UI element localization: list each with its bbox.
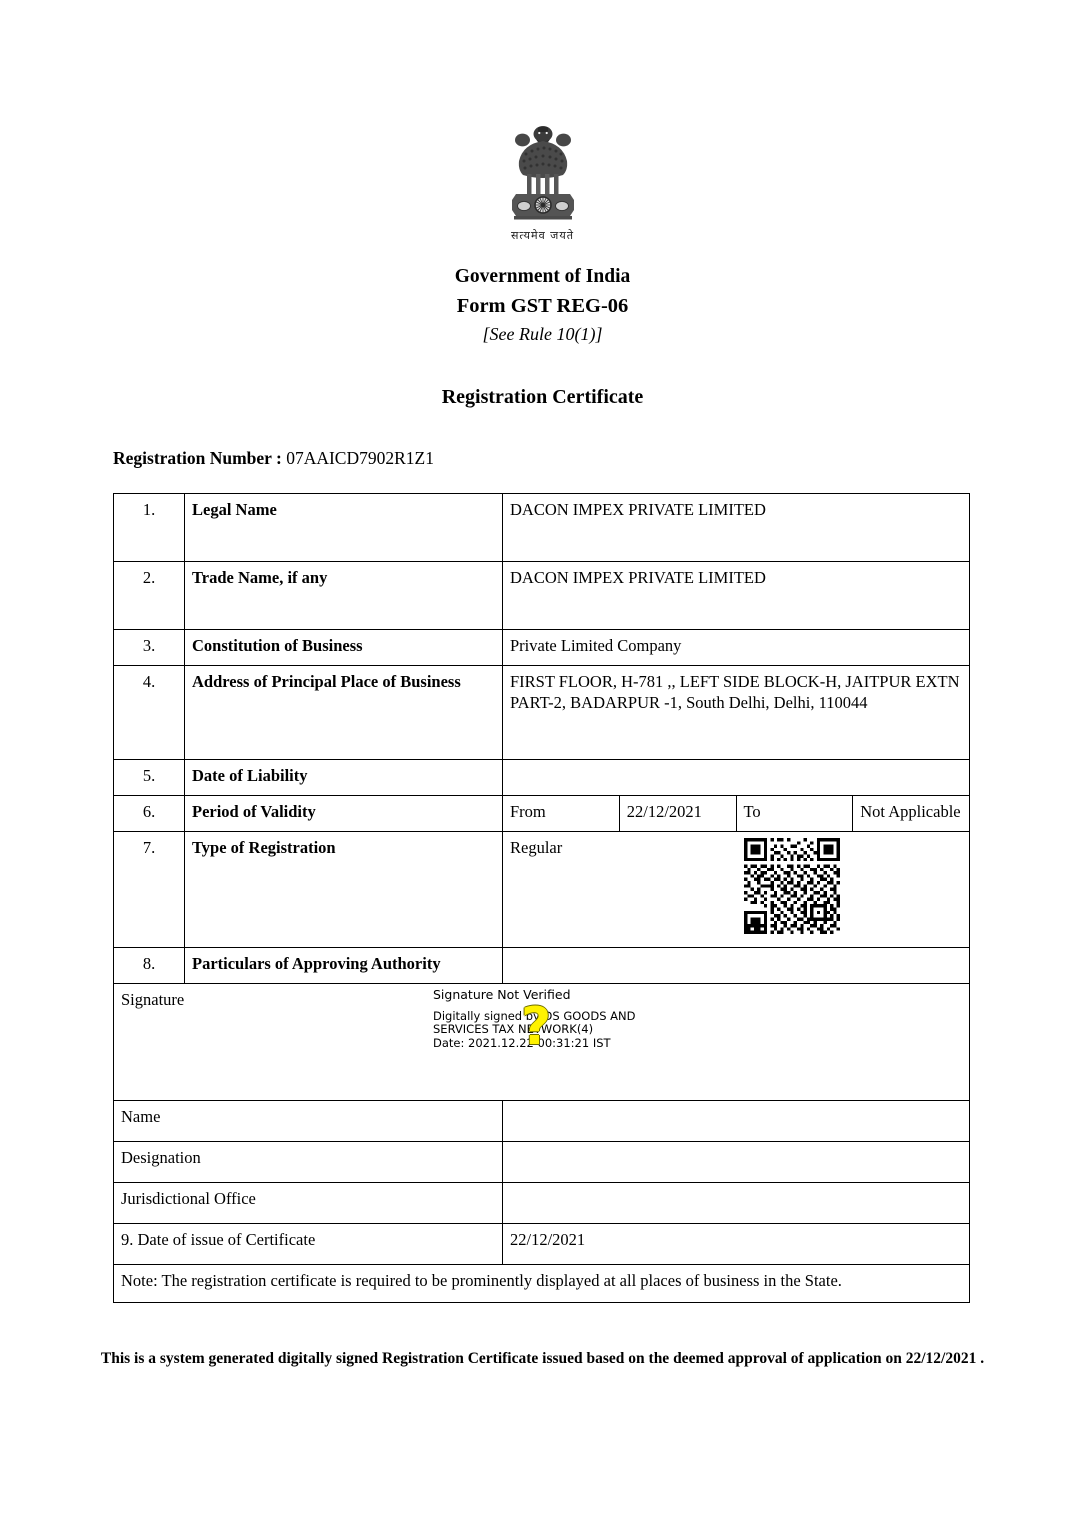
- signature-date-line: Date: 2021.12.22 00:31:21 IST: [433, 1035, 611, 1050]
- system-generated-footer: This is a system generated digitally signed Registration Certificate issued based on the deemed approval of application on 22/12/2021 .: [100, 1350, 985, 1367]
- approving-authority-value: [503, 948, 970, 984]
- jurisdictional-office-value: [503, 1183, 970, 1224]
- type-of-registration-cell: [503, 832, 970, 948]
- authority-designation-label: Designation: [114, 1142, 503, 1183]
- note-row: [114, 1265, 970, 1303]
- address-value: FIRST FLOOR, H-781 ,, LEFT SIDE BLOCK-H, JAITPUR EXTN PART-2, BADARPUR -1, South Delhi, Delhi, 110044: [503, 666, 970, 760]
- validity-from-label: From: [503, 796, 620, 832]
- registration-number-value: 07AAICD7902R1Z1: [286, 448, 434, 468]
- rule-reference: [See Rule 10(1)]: [482, 324, 603, 344]
- date-of-liability-value: [503, 760, 970, 796]
- india-national-emblem-icon: [500, 118, 586, 227]
- validity-to-value: Not Applicable: [853, 796, 970, 832]
- authority-name-value: [503, 1101, 970, 1142]
- trade-name-label: Trade Name, if any: [185, 562, 503, 630]
- constitution-label: Constitution of Business: [185, 630, 503, 666]
- emblem-motto: सत्यमेव जयते: [510, 229, 574, 242]
- qr-code-icon: [744, 838, 840, 934]
- certificate-details-table: [113, 493, 970, 1303]
- validity-to-label: To: [736, 796, 853, 832]
- table-row: [114, 760, 970, 796]
- signature-signer-line2: SERVICES TAX NETWORK(4): [433, 1022, 594, 1037]
- form-heading: Form GST REG-06: [456, 295, 629, 317]
- table-row: [114, 562, 970, 630]
- row-number: 2.: [114, 562, 185, 630]
- constitution-value: Private Limited Company: [503, 630, 970, 666]
- table-row: [114, 796, 970, 832]
- page-title: Registration Certificate: [441, 386, 644, 408]
- row-number: 8.: [114, 948, 185, 984]
- row-number: 5.: [114, 760, 185, 796]
- authority-designation-value: [503, 1142, 970, 1183]
- table-row: [114, 1224, 970, 1265]
- digital-signature-stamp: [433, 987, 693, 1057]
- legal-name-label: Legal Name: [185, 494, 503, 562]
- type-of-registration-value: Regular: [510, 838, 563, 857]
- registration-number-label: Registration Number :: [113, 448, 282, 468]
- address-label: Address of Principal Place of Business: [185, 666, 503, 760]
- validity-from-value: 22/12/2021: [619, 796, 736, 832]
- signature-cell: [114, 984, 970, 1101]
- table-row: [114, 494, 970, 562]
- row-number: 7.: [114, 832, 185, 948]
- authority-name-label: Name: [114, 1101, 503, 1142]
- signature-label: Signature: [121, 990, 185, 1009]
- signature-warning-icon: ?: [521, 997, 552, 1057]
- table-row: [114, 630, 970, 666]
- display-note: Note: The registration certificate is required to be prominently displayed at all places of business in the State.: [114, 1265, 970, 1303]
- emblem-block: [0, 118, 1085, 243]
- issue-date-label: 9. Date of issue of Certificate: [114, 1224, 503, 1265]
- table-row: [114, 948, 970, 984]
- validity-label: Period of Validity: [185, 796, 503, 832]
- date-of-liability-label: Date of Liability: [185, 760, 503, 796]
- type-of-registration-label: Type of Registration: [185, 832, 503, 948]
- signature-status-text: Signature Not Verified: [433, 987, 571, 1002]
- table-row: [114, 666, 970, 760]
- signature-row: [114, 984, 970, 1101]
- trade-name-value: DACON IMPEX PRIVATE LIMITED: [503, 562, 970, 630]
- legal-name-value: DACON IMPEX PRIVATE LIMITED: [503, 494, 970, 562]
- government-heading: Government of India: [454, 266, 631, 287]
- registration-number-line: [113, 448, 434, 469]
- jurisdictional-office-label: Jurisdictional Office: [114, 1183, 503, 1224]
- row-number: 6.: [114, 796, 185, 832]
- table-row: [114, 832, 970, 948]
- table-row: [114, 1183, 970, 1224]
- issue-date-value: 22/12/2021: [503, 1224, 970, 1265]
- row-number: 1.: [114, 494, 185, 562]
- signature-signer-line1: Digitally signed by DS GOODS AND: [433, 1008, 636, 1023]
- table-row: [114, 1101, 970, 1142]
- approving-authority-label: Particulars of Approving Authority: [185, 948, 503, 984]
- table-row: [114, 1142, 970, 1183]
- row-number: 4.: [114, 666, 185, 760]
- row-number: 3.: [114, 630, 185, 666]
